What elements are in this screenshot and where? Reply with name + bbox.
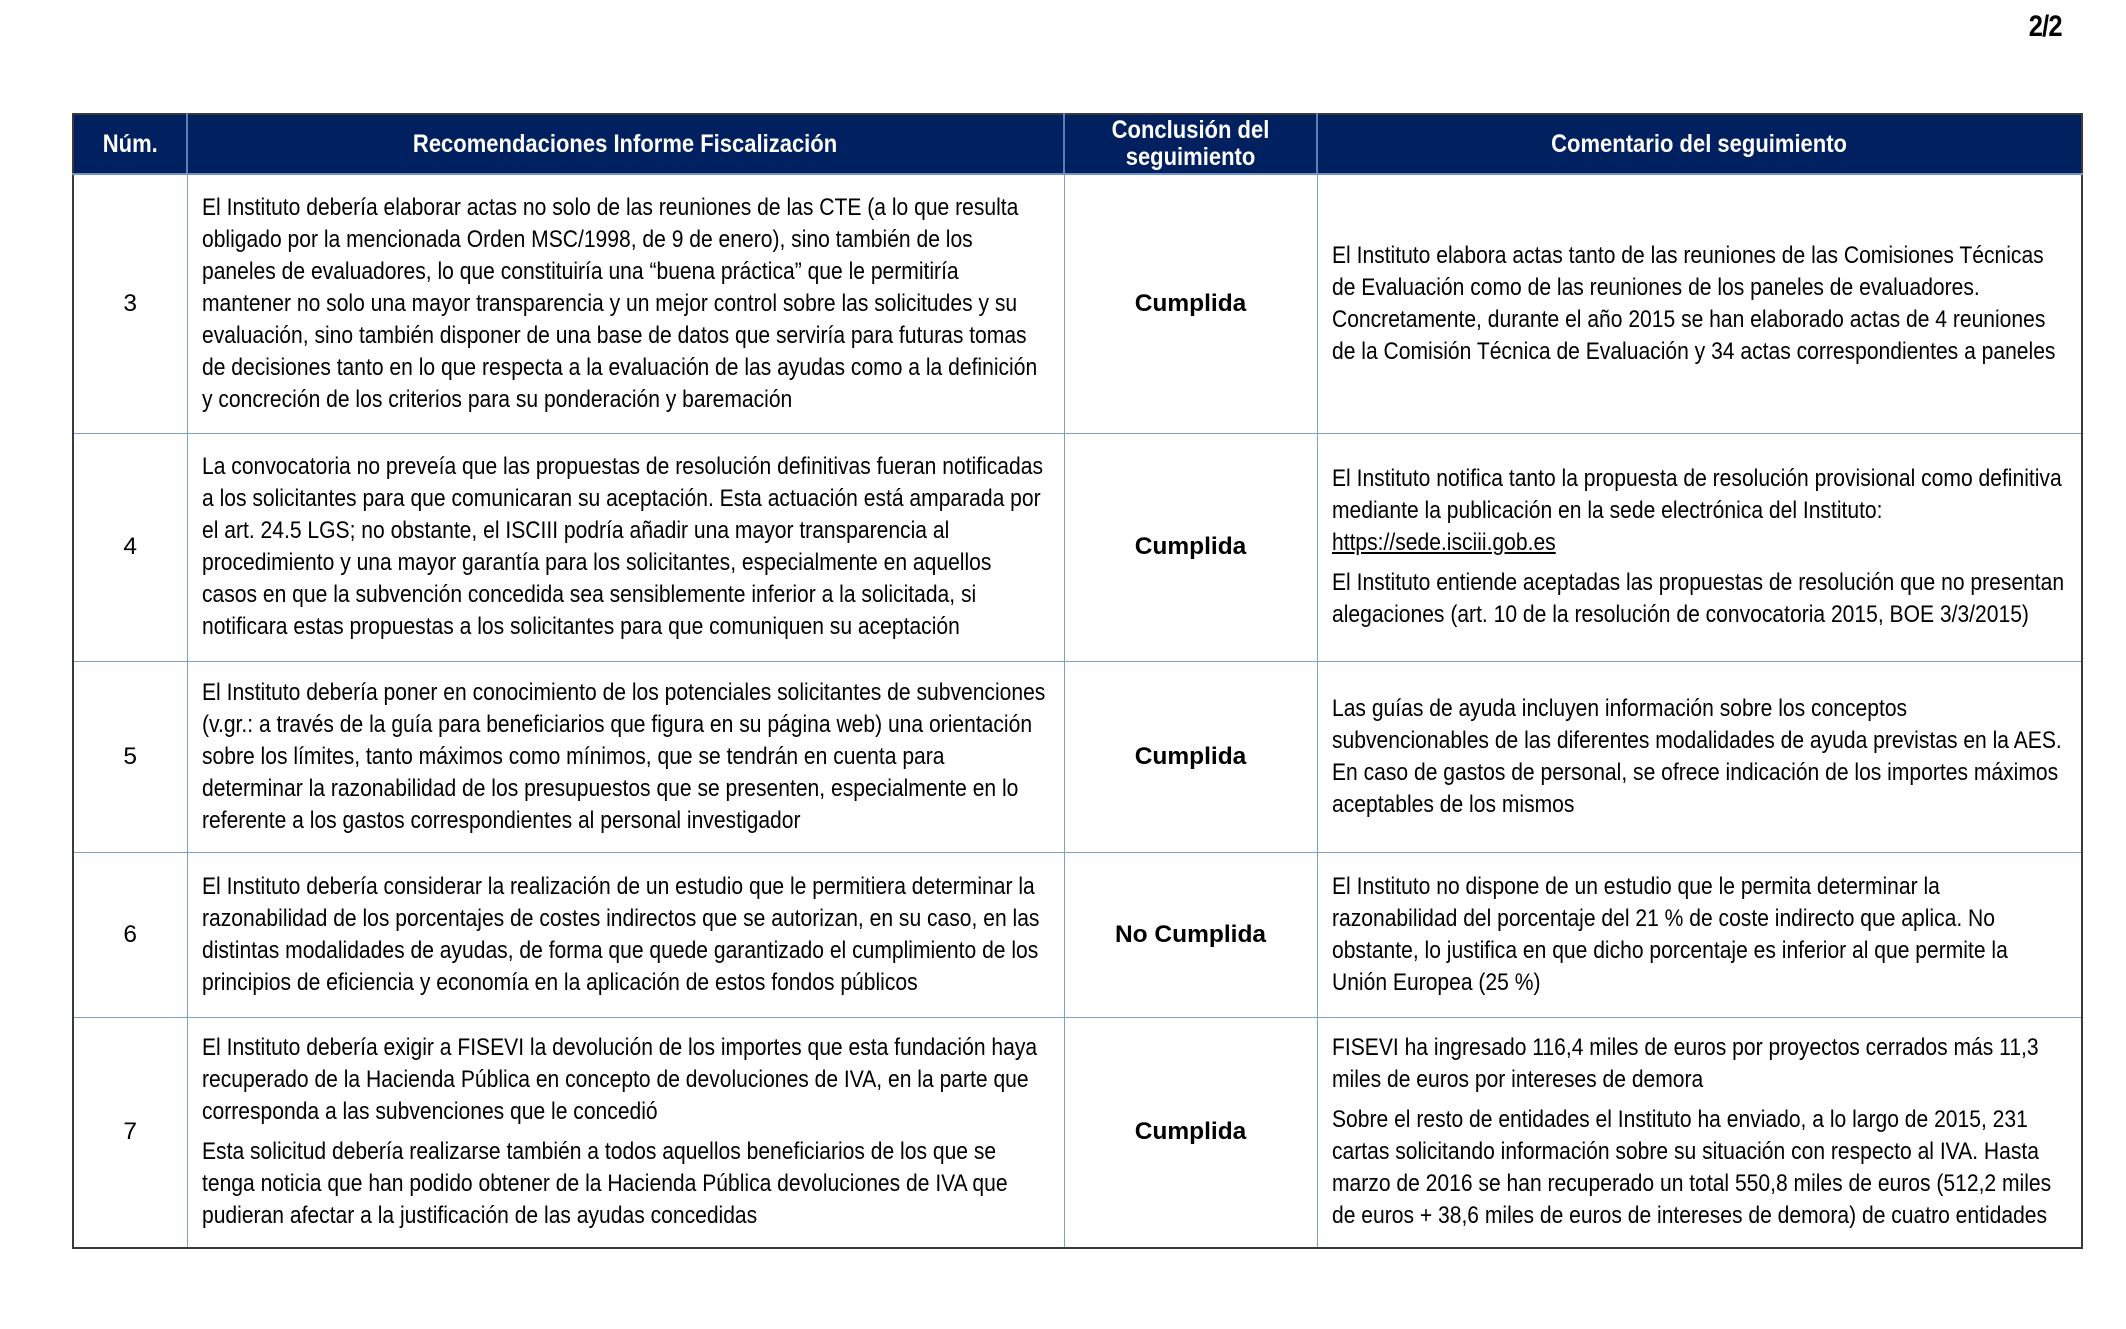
recommendation-text xyxy=(202,871,1050,999)
table-row xyxy=(73,661,2082,852)
recommendation-cell xyxy=(187,1017,1064,1248)
table-row xyxy=(73,174,2082,433)
conclusion-cell xyxy=(1064,433,1317,661)
page-number: 2/2 xyxy=(2029,10,2062,43)
header-recommendation-label: Recomendaciones Informe Fiscalización xyxy=(413,129,838,158)
comment-paragraph: FISEVI ha ingresado 116,4 miles de euros por proyectos cerrados más 11,3 miles de euros por intereses de demora xyxy=(1331,1034,2039,1094)
comment-intro: El Instituto notifica tanto la propuesta de resolución provisional como definitiva mediante la publicación en la sede electrónica del Instituto: xyxy=(1331,465,2062,524)
comment-paragraph xyxy=(1332,463,2066,559)
recommendation-text xyxy=(202,1136,1050,1232)
comment-text xyxy=(1332,463,2068,559)
comment-paragraph: El Instituto elabora actas tanto de las reuniones de las Comisiones Técnicas de Evaluación como de las reuniones de los paneles de evaluadores. Concretamente, durante el año 2015 se han elaborado actas de 4 reuniones de la Comisión Técnica de Evaluación y 34 actas correspondientes a paneles xyxy=(1331,241,2055,365)
table-row xyxy=(73,852,2082,1017)
comment-cell xyxy=(1317,661,2082,852)
comment-text xyxy=(1332,871,2068,999)
recommendation-paragraph: El Instituto debería elaborar actas no solo de las reuniones de las CTE (a lo que resulta obligado por la mencionada Orden MSC/1998, de 9 de enero), sino también de los paneles de evaluadores, lo que constituiría una “buena práctica” que le permitiría mantener no solo una mayor transparencia y un mejor control sobre las solicitudes y su evaluación, sino también disponer de una base de datos que serviría para futuras tomas de decisiones tanto en lo que respecta a la evaluación de las ayudas como a la definición y concreción de los criterios para su ponderación y baremación xyxy=(201,193,1037,413)
conclusion-status: Cumplida xyxy=(1134,289,1247,317)
conclusion-cell xyxy=(1064,1017,1317,1248)
comment-paragraph: El Instituto entiende aceptadas las propuestas de resolución que no presentan alegaciones (art. 10 de la resolución de convocatoria 2015, BOE 3/3/2015) xyxy=(1331,569,2064,628)
recommendation-paragraph: Esta solicitud debería realizarse también a todos aquellos beneficiarios de los que se tenga noticia que han podido obtener de la Hacienda Pública devoluciones de IVA que pudieran afectar a la justificación de las ayudas concedidas xyxy=(201,1138,1008,1230)
recommendation-paragraph: El Instituto debería considerar la realización de un estudio que le permitiera determinar la razonabilidad de los porcentajes de costes indirectos que se autorizan, en su caso, en las distintas modalidades de ayudas, de forma que quede garantizado el cumplimiento de los principios de eficiencia y economía en la aplicación de estos fondos públicos xyxy=(201,872,1039,996)
row-number-value: 5 xyxy=(123,742,138,770)
conclusion-status: Cumplida xyxy=(1134,1118,1247,1146)
conclusion-status: Cumplida xyxy=(1134,742,1247,770)
comment-text xyxy=(1332,240,2068,368)
table-row xyxy=(73,433,2082,661)
table-header-row xyxy=(73,114,2082,174)
recommendation-cell xyxy=(187,852,1064,1017)
row-number xyxy=(73,661,187,852)
row-number-value: 3 xyxy=(123,289,138,317)
row-number xyxy=(73,174,187,433)
header-recommendation xyxy=(187,114,1064,174)
conclusion-cell xyxy=(1064,661,1317,852)
comment-paragraph: El Instituto no dispone de un estudio que le permita determinar la razonabilidad del porcentaje del 21 % de coste indirecto que aplica. No obstante, lo justifica en que dicho porcentaje es inferior al que permite la Unión Europea (25 %) xyxy=(1331,872,2008,996)
comment-text xyxy=(1332,1032,2068,1096)
header-conclusion xyxy=(1064,114,1317,174)
row-number-value: 4 xyxy=(123,533,138,560)
recommendation-cell xyxy=(187,661,1064,852)
comment-cell xyxy=(1317,852,2082,1017)
row-number xyxy=(73,1017,187,1248)
conclusion-cell xyxy=(1064,174,1317,433)
comment-text xyxy=(1332,1104,2068,1232)
sede-link[interactable]: https://sede.isciii.gob.es xyxy=(1331,529,1556,556)
header-num-label: Núm. xyxy=(102,129,158,158)
recommendation-cell xyxy=(187,174,1064,433)
comment-paragraph: Sobre el resto de entidades el Instituto ha enviado, a lo largo de 2015, 231 cartas solicitando información sobre su situación con respecto al IVA. Hasta marzo de 2016 se han recuperado un total 550,8 miles de euros (512,2 miles de euros + 38,6 miles de euros de intereses de demora) de cuatro entidades xyxy=(1331,1106,2051,1230)
comment-text xyxy=(1332,693,2068,821)
header-comment-label: Comentario del seguimiento xyxy=(1551,129,1848,158)
header-num xyxy=(73,114,187,174)
comment-cell xyxy=(1317,174,2082,433)
recommendation-cell xyxy=(187,433,1064,661)
follow-up-table xyxy=(72,113,2083,1249)
recommendation-text xyxy=(202,192,1050,416)
header-comment xyxy=(1317,114,2082,174)
recommendation-text xyxy=(202,451,1050,643)
table-row xyxy=(73,1017,2082,1248)
comment-cell xyxy=(1317,433,2082,661)
comment-paragraph: Las guías de ayuda incluyen información sobre los conceptos subvencionables de las diferentes modalidades de ayuda previstas en la AES. En caso de gastos de personal, se ofrece indicación de los importes máximos aceptables de los mismos xyxy=(1331,694,2062,818)
recommendation-paragraph: La convocatoria no preveía que las propuestas de resolución definitivas fueran notificadas a los solicitantes para que comunicaran su aceptación. Esta actuación está amparada por el art. 24.5 LGS; no obstante, el ISCIII podría añadir una mayor transparencia al procedimiento y una mayor garantía para los solicitantes, especialmente en aquellos casos en que la subvención concedida sea sensiblemente inferior a la solicitada, si notificara estas propuestas a los solicitantes para que comuniquen su aceptación xyxy=(201,453,1043,640)
row-number-value: 6 xyxy=(123,920,138,948)
comment-text xyxy=(1332,567,2068,631)
comment-cell xyxy=(1317,1017,2082,1248)
conclusion-cell xyxy=(1064,852,1317,1017)
recommendation-paragraph: El Instituto debería poner en conocimiento de los potenciales solicitantes de subvenciones (v.gr.: a través de la guía para beneficiarios que figura en su página web) una orientación sobre los límites, tanto máximos como mínimos, que se tendrán en cuenta para determinar la razonabilidad de los presupuestos que se presenten, especialmente en lo referente a los gastos correspondientes al personal investigador xyxy=(201,678,1045,834)
recommendation-text xyxy=(202,1032,1050,1128)
recommendation-text xyxy=(202,677,1050,837)
conclusion-status: Cumplida xyxy=(1134,533,1247,560)
header-conclusion-label: Conclusión del seguimiento xyxy=(1111,116,1270,171)
recommendation-paragraph: El Instituto debería exigir a FISEVI la devolución de los importes que esta fundación haya recuperado de la Hacienda Pública en concepto de devoluciones de IVA, en la parte que corresponda a las subvenciones que le concedió xyxy=(201,1034,1037,1126)
conclusion-status: No Cumplida xyxy=(1114,920,1267,948)
row-number xyxy=(73,852,187,1017)
row-number xyxy=(73,433,187,661)
row-number-value: 7 xyxy=(123,1118,138,1146)
